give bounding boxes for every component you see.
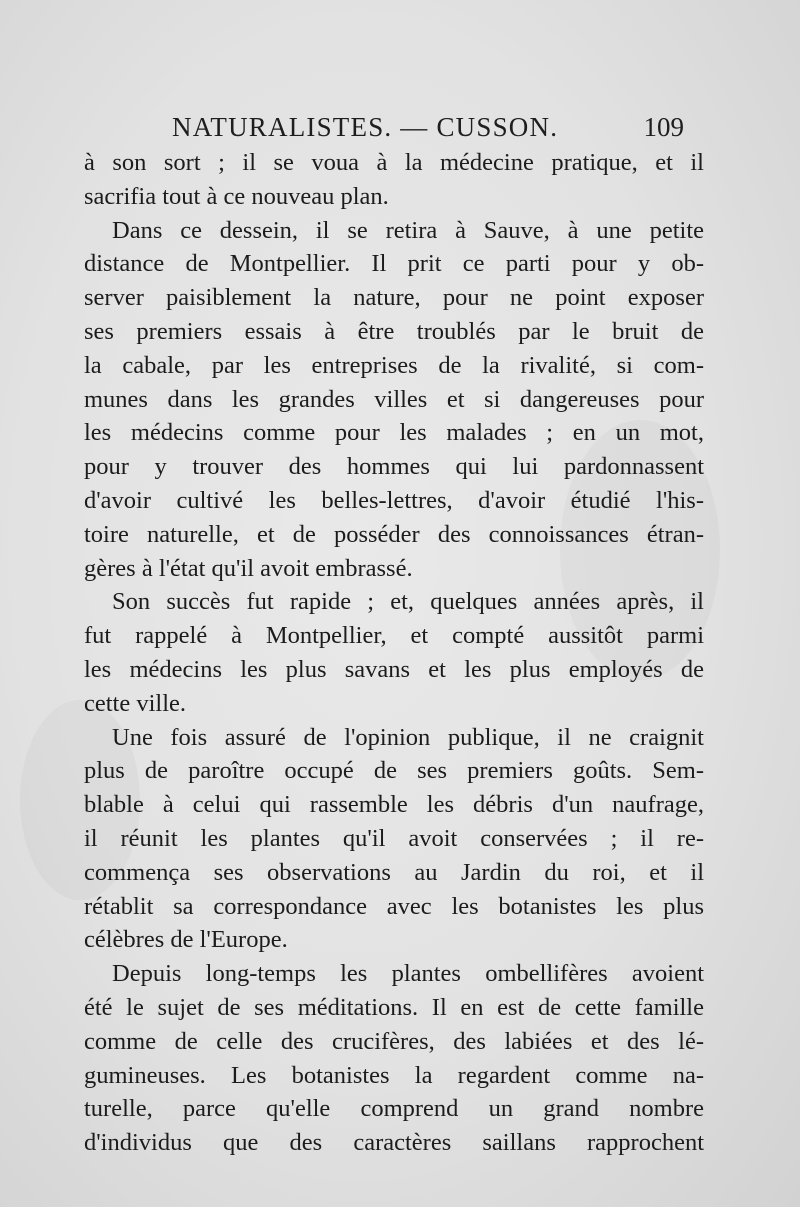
text-line: munes dans les grandes villes et si dangereuses pour (84, 385, 704, 413)
text-line: ses premiers essais à être troublés par le bruit de (84, 317, 704, 345)
text-line: cette ville. (84, 689, 187, 717)
text-line: la cabale, par les entreprises de la rivalité, si com- (84, 351, 704, 379)
text-line: célèbres de l'Europe. (84, 926, 288, 954)
text-line: Une fois assuré de l'opinion publique, il ne craignit (112, 723, 704, 751)
text-line: blable à celui qui rassemble les débris d'un naufrage, (84, 791, 704, 819)
text-line: fut rappelé à Montpellier, et compté aussitôt parmi (84, 622, 704, 650)
text-line: Son succès fut rapide ; et, quelques années après, il (112, 588, 704, 616)
text-line: les médecins les plus savans et les plus employés de (84, 655, 704, 683)
text-line: commença ses observations au Jardin du roi, et il (84, 858, 704, 886)
text-line: server paisiblement la nature, pour ne point exposer (84, 284, 704, 312)
text-line: les médecins comme pour les malades ; en un mot, (84, 419, 704, 447)
text-line: distance de Montpellier. Il prit ce parti pour y ob- (84, 250, 704, 278)
body-text (84, 146, 704, 1160)
text-line: à son sort ; il se voua à la médecine pratique, et il (84, 149, 704, 176)
running-title: NATURALISTES. — CUSSON. (172, 112, 559, 142)
text-line: d'individus que des caractères saillans rapprochent (84, 1129, 704, 1157)
text-line: plus de paroître occupé de ses premiers goûts. Sem- (84, 757, 704, 785)
text-line: sacrifia tout à ce nouveau plan. (84, 182, 389, 210)
text-line: d'avoir cultivé les belles-lettres, d'avoir étudié l'his- (84, 486, 704, 514)
text-line: il réunit les plantes qu'il avoit conservées ; il re- (84, 824, 704, 852)
text-line: comme de celle des crucifères, des labiées et des lé- (84, 1027, 704, 1055)
text-line: pour y trouver des hommes qui lui pardonnassent (84, 453, 704, 481)
text-line: été le sujet de ses méditations. Il en est de cette famille (84, 993, 704, 1021)
text-line: turelle, parce qu'elle comprend un grand nombre (84, 1095, 704, 1123)
text-line: Dans ce dessein, il se retira à Sauve, à une petite (112, 216, 704, 244)
text-line: Depuis long-temps les plantes ombellifères avoient (112, 960, 704, 988)
page-number: 109 (643, 112, 684, 142)
text-line: gumineuses. Les botanistes la regardent comme na- (84, 1061, 704, 1089)
text-line: gères à l'état qu'il avoit embrassé. (84, 554, 413, 582)
text-line: toire naturelle, et de posséder des connoissances étran- (84, 520, 704, 548)
text-line: rétablit sa correspondance avec les botanistes les plus (84, 892, 704, 920)
running-head (172, 112, 684, 148)
